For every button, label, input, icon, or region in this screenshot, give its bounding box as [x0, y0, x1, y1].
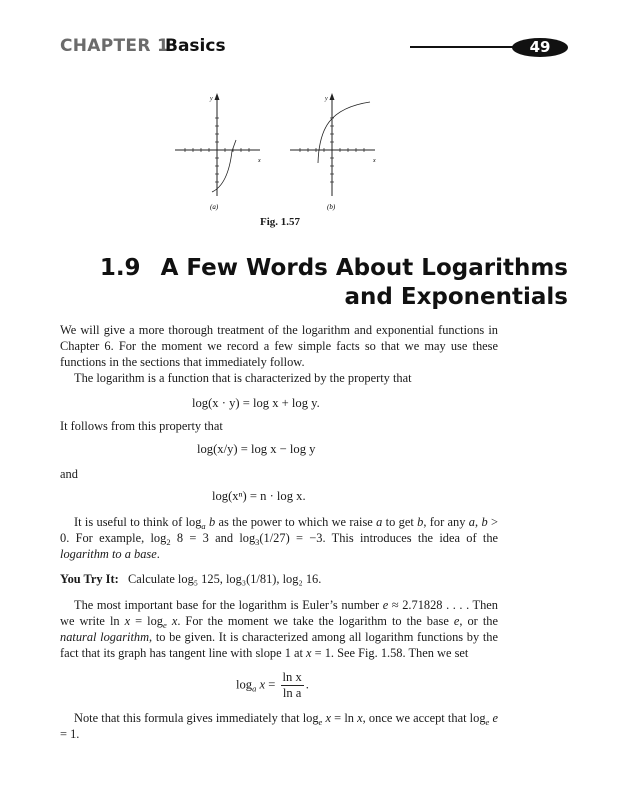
figure-caption: Fig. 1.57: [260, 216, 301, 228]
fraction-denominator: ln a: [282, 686, 302, 700]
you-try-it: [60, 571, 498, 587]
section-heading: [100, 254, 568, 312]
para-2: The logarithm is a function that is characterized by the property that: [74, 371, 412, 385]
equation-quotient-rule: log(x/y) = log x − log y: [197, 442, 316, 456]
para-3: It follows from this property that: [60, 419, 223, 433]
page-number: 49: [512, 38, 568, 57]
para-1: We will give a more thorough treatment of the logarithm and exponential functions in Chapter 6. For the moment we record a few simple facts so that we may use these functions in the sections that immediately follow.: [60, 323, 498, 369]
figure-1-57: [170, 88, 390, 218]
axis-label-x-b: x: [373, 158, 376, 164]
equation-change-of-base: $\log_a x$ = $\frac{\text{ln x}}{\text{ln a}}$ .: [236, 670, 309, 700]
paragraph-euler: The most important base for the logarithm is Euler’s number e ≈ 2.71828 . . . . Then we write $\ln x = \log_e x$. For the moment we take the logarithm to the base e, or the natural logarithm, to be given. It is characterized among all logarithm functions by the fact that its graph has tangent line with slope 1 at x = 1. See Fig. 1.58. Then we set: [60, 598, 498, 660]
section-title-line1: A Few Words About Logarithms: [160, 255, 568, 281]
paragraph-intro: [60, 322, 498, 386]
chapter-title: Basics: [165, 36, 226, 56]
equation-product-rule: log(x · y) = log x + log y.: [192, 396, 320, 410]
graph-panel-a: [175, 93, 260, 196]
para-4: and: [60, 467, 78, 481]
header-rule: [410, 46, 520, 48]
panel-a-label: (a): [210, 203, 219, 211]
axis-label-y-b: y: [325, 96, 328, 102]
paragraph-base: It is useful to think of $\log_a b$ as the power to which we raise a to get b, for any a, b > 0. For example, $\log_2 8 = 3$ and $\log_3(1/27) = -3$. This introduces the idea of the logarithm to a base.: [60, 515, 499, 561]
section-number: 1.9: [99, 255, 141, 281]
axis-label-x-a: x: [258, 158, 261, 164]
panel-b-label: (b): [327, 203, 336, 211]
graph-panel-b: [290, 93, 375, 196]
paragraph-note: Note that this formula gives immediately that $\log_e x = \ln x$, once we accept that $\log_e e = 1$.: [60, 711, 498, 741]
section-title-line2: and Exponentials: [344, 284, 568, 310]
fraction-numerator: ln x: [282, 670, 302, 684]
axis-label-y-a: y: [210, 96, 213, 102]
you-try-label: You Try It:: [60, 572, 119, 586]
you-try-text: Calculate log₅ 125, log₃(1/81), log₂ 16.: [128, 572, 322, 586]
equation-power-rule: log(xⁿ) = n · log x.: [212, 489, 306, 503]
chapter-label: CHAPTER 1: [60, 36, 170, 56]
